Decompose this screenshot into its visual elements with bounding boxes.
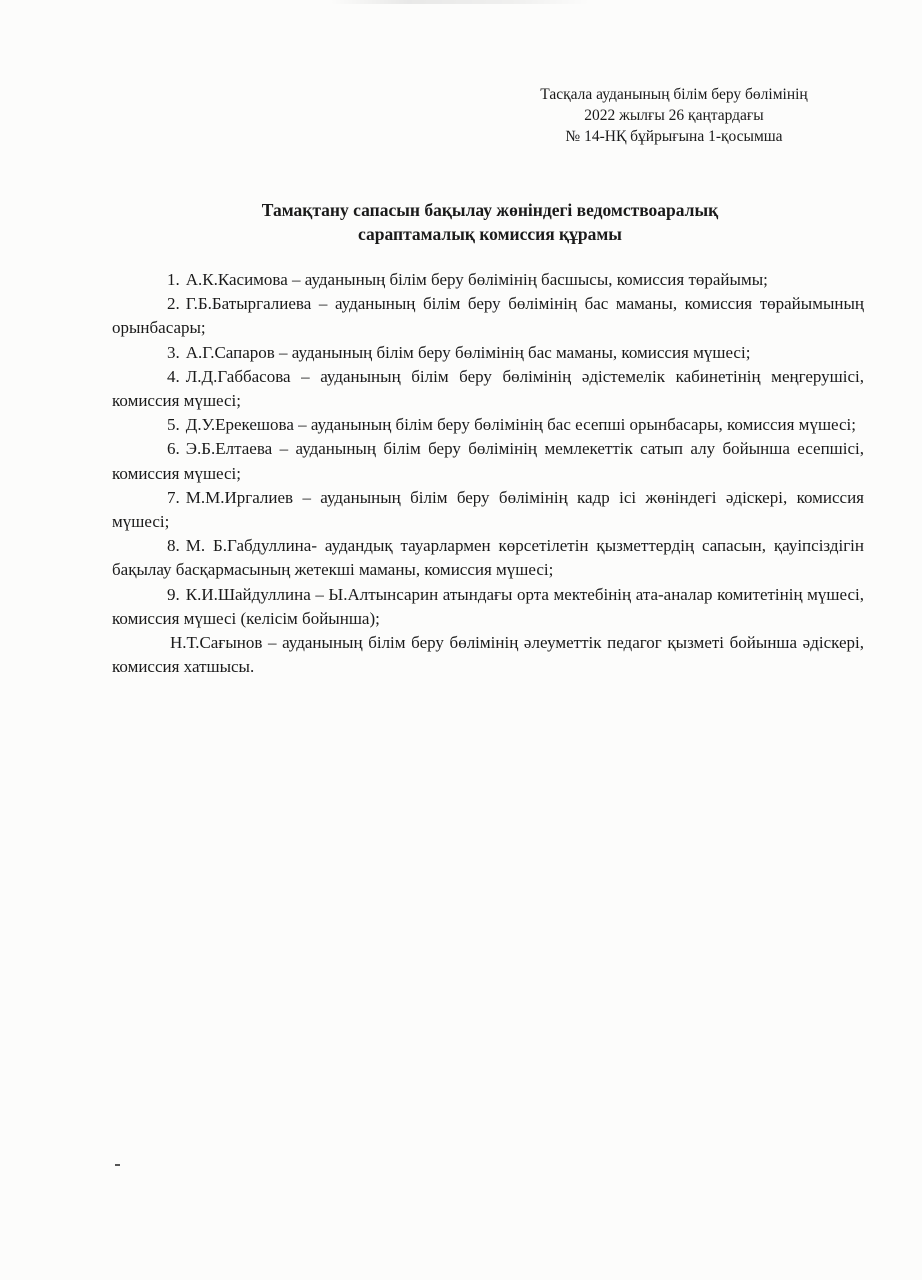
member-number: 3. — [167, 342, 180, 362]
member-number: 4. — [167, 366, 180, 386]
member-item — [112, 583, 864, 631]
member-text: Э.Б.Елтаева – ауданының білім беру бөлімінің мемлекеттік сатып алу бойынша есепшісі, комиссия мүшесі; — [112, 439, 864, 483]
member-item — [112, 437, 864, 485]
member-number: 9. — [167, 584, 180, 604]
scan-artifact — [330, 0, 590, 4]
member-text: Л.Д.Габбасова – ауданының білім беру бөлімінің әдістемелік кабинетінің меңгерушісі, комиссия мүшесі; — [112, 366, 864, 411]
title-line-1: Тамақтану сапасын бақылау жөніндегі ведомствоаралық — [261, 200, 719, 220]
member-item — [112, 486, 864, 534]
header-line-2: 2022 жылғы 26 қаңтардағы — [584, 107, 764, 124]
member-number: 6. — [167, 439, 180, 459]
member-item — [112, 268, 864, 292]
member-item — [112, 534, 864, 582]
header-line-1: Тасқала ауданының білім беру бөлімінің — [540, 86, 808, 103]
header-line-3: № 14-НҚ бұйрығына 1-қосымша — [565, 128, 783, 145]
secretary-item: Н.Т.Сағынов – ауданының білім беру бөлімінің әлеуметтік педагог қызметі бойынша әдіскері, комиссия хатшысы. — [112, 633, 864, 677]
member-text: М. Б.Габдуллина- аудандық тауарлармен көрсетілетін қызметтердің сапасын, қауіпсіздігін бақылау басқармасының жетекші маманы, комиссия мүшесі; — [112, 536, 864, 580]
member-item — [112, 292, 864, 340]
member-item — [112, 365, 864, 413]
document-title — [120, 198, 860, 246]
title-line-2: сараптамалық комиссия құрамы — [358, 224, 622, 244]
stray-mark — [115, 1164, 120, 1166]
member-number: 8. — [167, 536, 180, 556]
member-number: 7. — [167, 487, 180, 507]
member-item — [112, 341, 864, 365]
member-text: К.И.Шайдуллина – Ы.Алтынсарин атындағы орта мектебінің ата-аналар комитетінің мүшесі, комиссия мүшесі (келісім бойынша); — [112, 584, 864, 628]
member-text: А.Г.Сапаров – ауданының білім беру бөлімінің бас маманы, комиссия мүшесі; — [185, 342, 751, 362]
member-text: Д.У.Ерекешова – ауданының білім беру бөлімінің бас есепші орынбасары, комиссия мүшесі; — [185, 415, 856, 435]
member-item — [112, 413, 864, 437]
member-number: 5. — [167, 415, 180, 435]
member-text: Г.Б.Батыргалиева – ауданының білім беру бөлімінің бас маманы, комиссия төрайымының орынбасары; — [112, 294, 864, 338]
member-number: 2. — [167, 294, 180, 314]
member-text: М.М.Иргалиев – ауданының білім беру бөлімінің кадр ісі жөніндегі әдіскері, комиссия мүшесі; — [112, 487, 864, 532]
appendix-header — [494, 84, 854, 147]
member-number: 1. — [167, 270, 180, 289]
member-text: А.К.Касимова – ауданының білім беру бөлімінің басшысы, комиссия төрайымы; — [185, 270, 768, 289]
commission-members-list — [112, 268, 864, 679]
